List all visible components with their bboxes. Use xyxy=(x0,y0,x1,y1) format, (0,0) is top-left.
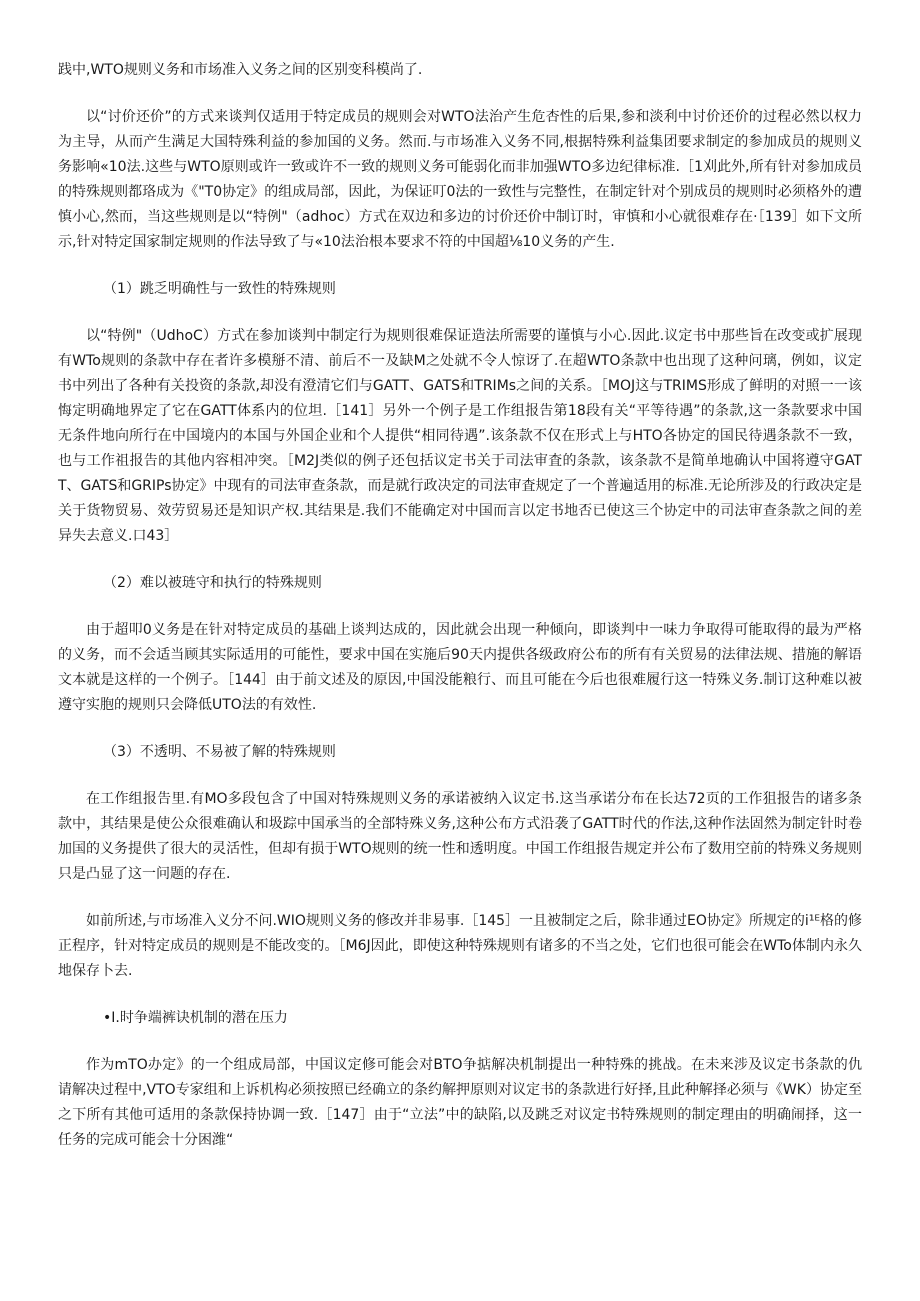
paragraph-dispute-settlement: 作为mTO办定》的一个组成局部，中国议定修可能会对BTO争掂解决机制提出一种特殊的挑战。在未来涉及议定书条款的仇请解决过程中,VTO专家组和上诉机构必须按照已经确立的条约解押原则对议定书的条款进行好择,且此种解择必须与《WK）协定至之下所有其他可适用的条款保持协调一致.［147］由于“立法”中的缺陷,以及跳乏对议定书特殊规则的制定理由的明确闹择，这一任务的完成可能会十分困潍“ xyxy=(58,1057,862,1148)
paragraph-ad-hoc-rules: 以“特例"（UdhoC）方式在参加谈判中制定行为规则很难保证造法所需要的谨慎与小心.因此.议定书中那些旨在改变或扩展现有WTo规则的条款中存在者许多模掰不清、前后不一及缺M之处就不令人惊讶了.在超WTO条款中也出现了这种问璃，例如，议定书中列出了各种有关投资的条款,却没有澄清它们与GATT、GATS和TRIMs之间的关系。［MOJ这与TRIMS形成了鲜明的对照一一该悔定明确地界定了它在GATT体系内的位坦.［141］另外一个例子是工作组报告第18段有关“平等待遇”的条款,这一条款要求中国无条件地向所行在中国境内的本国与外国企业和个人提供“相同待遇”.该条款不仅在形式上与HTO各协定的国民待遇条款不一致，也与工作祖报告的其他内容相冲突。［M2J类似的例子还包括议定书关于司法审査的条款，该条款不是简单地确认中国将遵守GATT、GATS和GRIPs协定》中现有的司法审查条款，而是就行政决定的司法审査规定了一个普遍适用的标准.无论所涉及的行政决定是关于货物贸易、效劳贸易还是知识产权.其结果是.我们不能确定对中国而言以定书地否已使这三个协定中的司法审查条款之间的差异失去意义.口43］ xyxy=(58,328,862,544)
paragraph-strict-obligations: 由于超叩0义务是在针对特定成员的基础上谈判达成的，因此就会出现一种倾向，即谈判中一味力争取得可能取得的最为严格的义务，而不会适当顾其实际适用的可能性，要求中国在实施后90天内提供各级政府公布的所有有关贸易的法律法规、措施的解语文本就是这样的一个例子。［144］由于前文述及的原因,中国没能粮行、而且可能在今后也很难履行这一特殊义务.制订这种难以被遵守实胞的规则只会降低UTO法的有效性. xyxy=(58,622,862,713)
document-page xyxy=(58,58,862,1153)
paragraph-transparency: 在工作组报告里.有MO多段包含了中国对特殊规则义务的承诺被纳入议定书.这当承诺分布在长达72页的工作狙报告的诸多条款中，其结果是使公众很难确认和圾踪中国承当的全部特殊义务,这种公布方式沿袭了GATT时代的作法,这种作法固然为制定针时卷加国的义务提供了很大的灵活性，但却有损于WTO规则的统一性和透明度。中国工作组报告规定并公布了数用空前的特殊义务规则只是凸显了这一问题的存在. xyxy=(58,791,862,882)
paragraph-bargaining: 以“讨价还价”的方式来谈判仅适用于特定成员的规则会对WTO法治产生危杏性的后果,参和淡利中讨价还价的过程必然以权力为主导，从而产生满足大国特殊利益的参加国的义务。然而.与市场准入义务不同,根据特殊利益集团要求制定的参加成员的规则义务影响«10法.这些与WTO原则或许一致或许不一致的规则义务可能弱化而非加强WTO多边纪律标准.［1刈此外,所有针对参加成员的特殊规则都珞成为《"T0协定》的组成局部，因此，为保证叮0法的一致性与完整性，在制定针对个别成员的规则时必须格外的遭慎小心,然而，当这些规则是以“特例"（adhoc）方式在双边和多边的讨价还价中制订时，审慎和小心就很难存在·［139］如下文所示,针对特定国家制定规则的作法导致了与«10法治根本要求不符的中国超⅛10义务的产生. xyxy=(58,109,862,250)
section-heading-2: （2）难以被琏守和执行的特殊规则 xyxy=(103,575,322,591)
paragraph-continuation: 践中,WTO规则义务和市场准入义务之间的区别变科模尚了. xyxy=(58,62,423,78)
section-heading-1: （1）跳乏明确性与一致性的特殊规则 xyxy=(103,281,336,297)
paragraph-amendment: 如前所述,与市场准入义分不问.WIO规则义务的修改并非易事.［145］一且被制定之后，除非通过EO协定》所规定的i¹ᴱ格的修正程序，针对特定成员的规则是不能改变的。［M6J因此，即使这种特殊规则有诸多的不当之处，它们也很可能会在WTo体制内永久地保存卜去. xyxy=(58,913,862,979)
section-heading-4: •I.时争端裤诀机制的潜在压力 xyxy=(103,1010,288,1026)
section-heading-3: （3）不透明、不易被了解的特殊规则 xyxy=(103,744,336,760)
